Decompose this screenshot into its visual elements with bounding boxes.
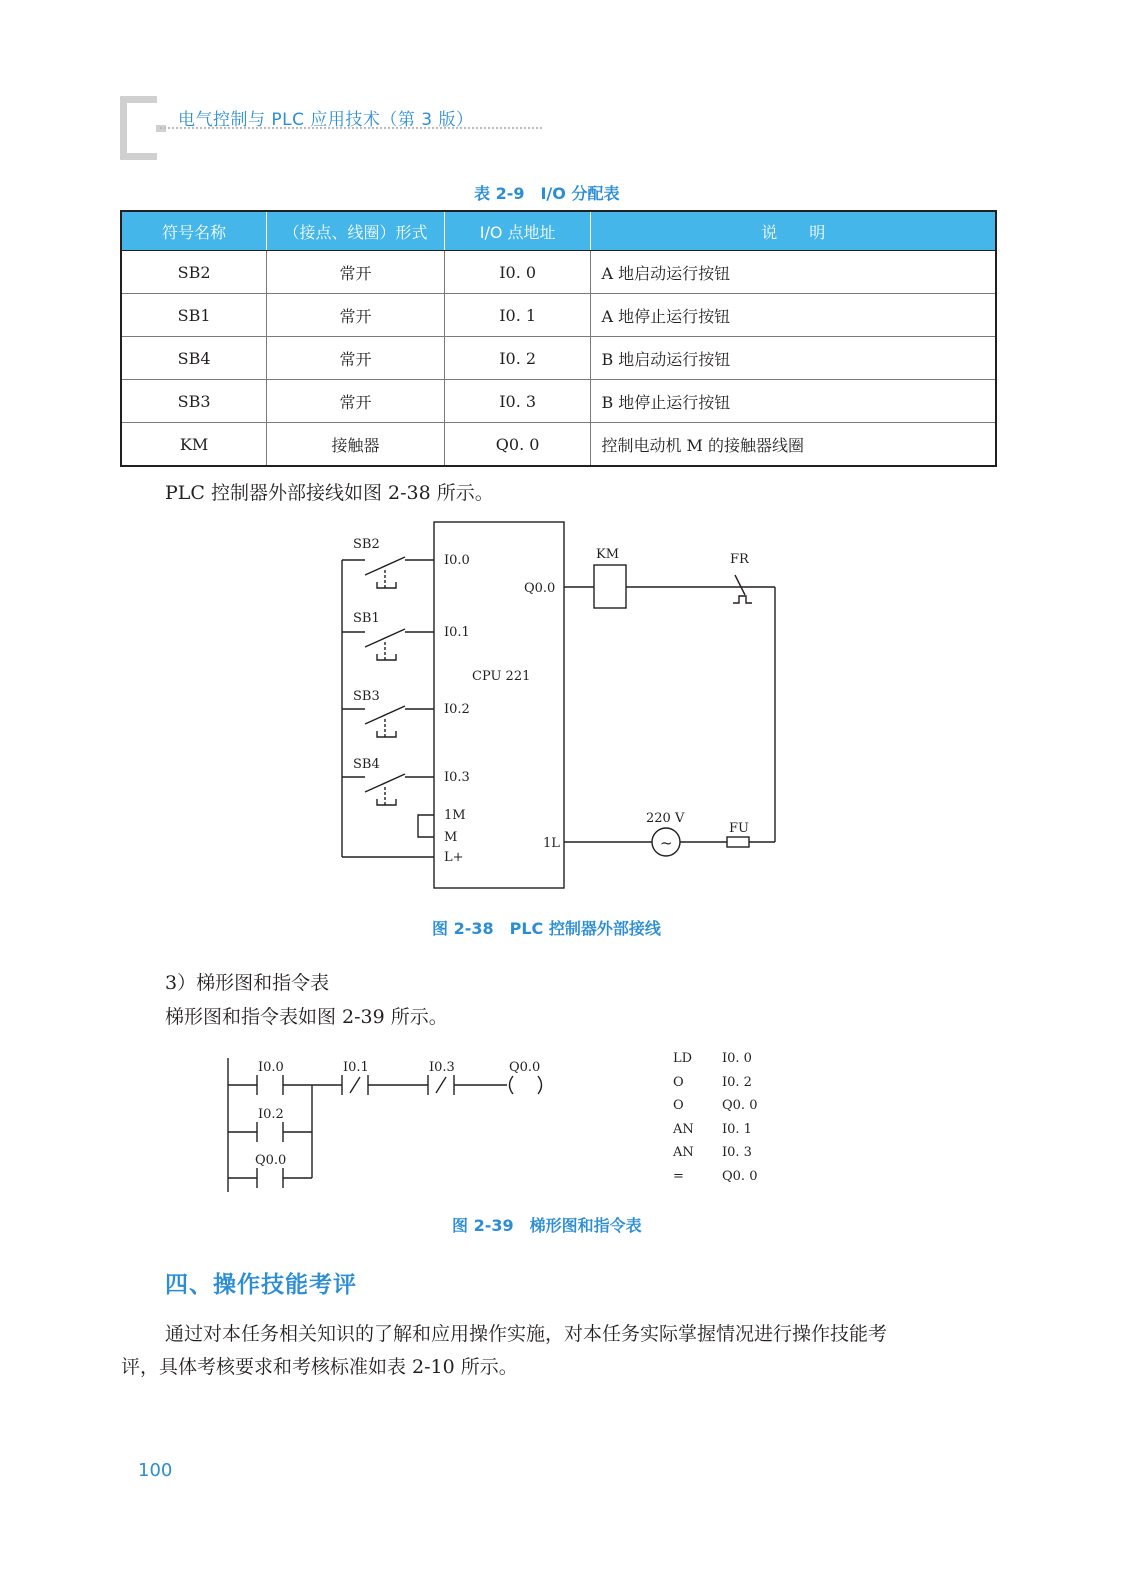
table-cell: I0. 1 bbox=[444, 294, 591, 337]
column-header: 符号名称 bbox=[121, 211, 267, 251]
table-cell: A 地启动运行按钮 bbox=[591, 251, 996, 294]
table-cell: SB4 bbox=[121, 337, 267, 380]
instruction-op: AN bbox=[673, 1145, 694, 1160]
table-cell: SB1 bbox=[121, 294, 267, 337]
ac-symbol: ~ bbox=[660, 834, 673, 852]
table-cell: KM bbox=[121, 423, 267, 467]
common-label: M bbox=[444, 830, 458, 845]
column-header: 说 明 bbox=[591, 211, 996, 251]
switch-label: SB3 bbox=[353, 689, 380, 704]
switch-label: SB4 bbox=[353, 757, 380, 772]
instruction-operand: Q0. 0 bbox=[722, 1169, 758, 1184]
subheading-ladder: 3）梯形图和指令表 bbox=[165, 972, 330, 994]
figure-caption-2-39: 图 2-39 梯形图和指令表 bbox=[452, 1216, 642, 1235]
table-cell: B 地停止运行按钮 bbox=[591, 380, 996, 423]
instruction-op: LD bbox=[673, 1051, 693, 1066]
book-title: 电气控制与 PLC 应用技术（第 3 版） bbox=[178, 110, 474, 130]
paragraph-ladder: 梯形图和指令表如图 2-39 所示。 bbox=[165, 1006, 448, 1028]
table-cell: I0. 0 bbox=[444, 251, 591, 294]
table-caption: 表 2-9 I/O 分配表 bbox=[474, 184, 620, 203]
contact-label: Q0.0 bbox=[255, 1153, 287, 1168]
paragraph-eval-line-2: 评，具体考核要求和考核标准如表 2-10 所示。 bbox=[121, 1356, 518, 1378]
output-label: Q0.0 bbox=[524, 581, 556, 596]
switch-label: SB2 bbox=[353, 537, 380, 552]
relay-label: FR bbox=[730, 552, 749, 567]
input-label: I0.0 bbox=[444, 553, 470, 568]
column-header: （接点、线圈）形式 bbox=[267, 211, 445, 251]
input-label: I0.3 bbox=[444, 770, 470, 785]
page-number: 100 bbox=[138, 1460, 173, 1481]
km-coil bbox=[594, 565, 626, 608]
input-label: I0.1 bbox=[444, 625, 470, 640]
ladder-diagram bbox=[0, 1040, 1127, 1210]
table-cell: SB2 bbox=[121, 251, 267, 294]
fuse bbox=[727, 837, 749, 847]
switch-label: SB1 bbox=[353, 611, 380, 626]
table-cell: 接触器 bbox=[267, 423, 445, 467]
instruction-operand: I0. 3 bbox=[722, 1145, 752, 1160]
input-label: I0.2 bbox=[444, 702, 470, 717]
common-label: L+ bbox=[444, 850, 464, 865]
instruction-list bbox=[672, 1051, 757, 1184]
contact-label: I0.2 bbox=[258, 1107, 284, 1122]
instruction-operand: I0. 0 bbox=[722, 1051, 752, 1066]
paragraph-wiring: PLC 控制器外部接线如图 2-38 所示。 bbox=[165, 482, 494, 504]
table-cell: 常开 bbox=[267, 380, 445, 423]
table-cell: 常开 bbox=[267, 294, 445, 337]
coil-label: KM bbox=[596, 547, 620, 562]
instruction-operand: I0. 2 bbox=[722, 1075, 752, 1090]
table-cell: 常开 bbox=[267, 251, 445, 294]
table-cell: B 地启动运行按钮 bbox=[591, 337, 996, 380]
contact-label: I0.1 bbox=[343, 1060, 369, 1075]
table-cell: I0. 3 bbox=[444, 380, 591, 423]
instruction-op: AN bbox=[673, 1122, 694, 1137]
instruction-operand: Q0. 0 bbox=[722, 1098, 758, 1113]
common-label: 1M bbox=[444, 808, 466, 823]
contact-label: I0.0 bbox=[258, 1060, 284, 1075]
instruction-op: O bbox=[673, 1098, 684, 1113]
table-cell: I0. 2 bbox=[444, 337, 591, 380]
column-header: I/O 点地址 bbox=[444, 211, 591, 251]
figure-caption-2-38: 图 2-38 PLC 控制器外部接线 bbox=[432, 919, 661, 938]
table-cell: 控制电动机 M 的接触器线圈 bbox=[591, 423, 996, 467]
contact-label: I0.3 bbox=[429, 1060, 455, 1075]
coil-label: Q0.0 bbox=[509, 1060, 541, 1075]
instruction-operand: I0. 1 bbox=[722, 1122, 752, 1137]
section-heading: 四、操作技能考评 bbox=[165, 1272, 357, 1298]
fuse-label: FU bbox=[729, 821, 749, 836]
table-cell: Q0. 0 bbox=[444, 423, 591, 467]
table-cell: SB3 bbox=[121, 380, 267, 423]
l1-label: 1L bbox=[543, 836, 560, 851]
instruction-op: O bbox=[673, 1075, 684, 1090]
cpu-label: CPU 221 bbox=[472, 669, 531, 684]
paragraph-eval-line-1: 通过对本任务相关知识的了解和应用操作实施，对本任务实际掌握情况进行操作技能考 bbox=[165, 1323, 888, 1345]
table-cell: 常开 bbox=[267, 337, 445, 380]
source-label: 220 V bbox=[646, 811, 685, 826]
instruction-op: = bbox=[673, 1169, 684, 1184]
table-cell: A 地停止运行按钮 bbox=[591, 294, 996, 337]
